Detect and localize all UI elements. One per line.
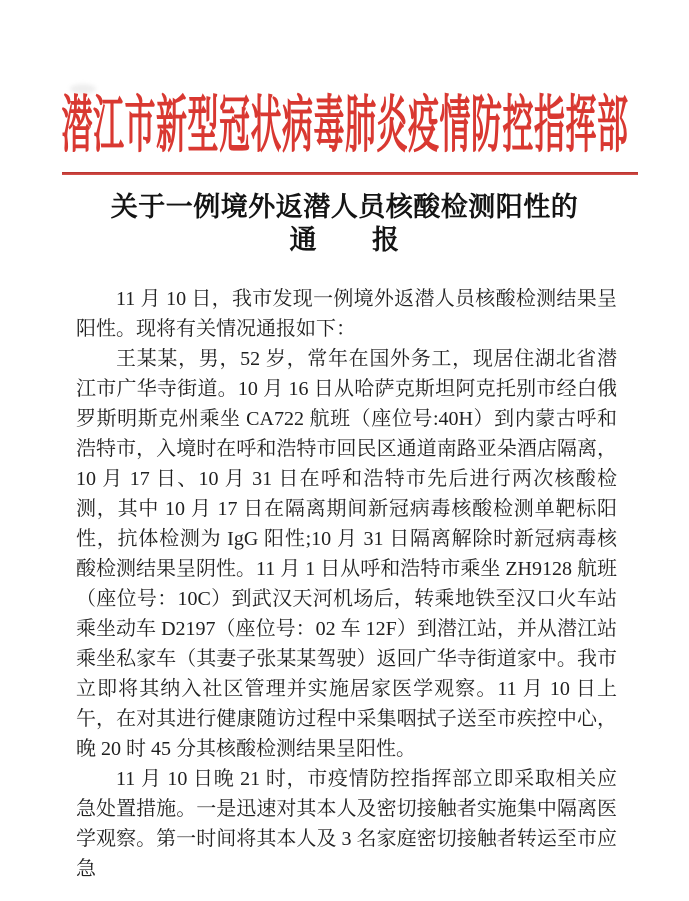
notice-title-line1: 关于一例境外返潜人员核酸检测阳性的 [110, 192, 579, 222]
agency-header [0, 88, 689, 164]
notice-title-line2: 通 报 [289, 225, 400, 255]
notice-title [0, 191, 689, 257]
agency-name: 潜江市新型冠状病毒肺炎疫情防控指挥部 [61, 92, 629, 160]
notice-paragraph-response-measures: 11 月 10 日晚 21 时，市疫情防控指挥部立即采取相关应急处置措施。一是迅速对其本人及密切接触者实施集中隔离医学观察。第一时间将其本人及 3 名家庭密切接触者转运至市应急 [76, 768, 617, 880]
notice-paragraph-case-details: 王某某，男，52 岁，常年在国外务工，现居住湖北省潜江市广华寺街道。10 月 16 日从哈萨克斯坦阿克托别市经白俄罗斯明斯克州乘坐 CA722 航班（座位号:40H）到内蒙古呼和浩特市，入境时在呼和浩特市回民区通道南路亚朵酒店隔离，10 月 17 日、10 月 31 日在呼和浩特市先后进行两次核酸检测，其中 10 月 17 日在隔离期间新冠病毒核酸检测单靶标阳性，抗体检测为 IgG 阳性;10 月 31 日隔离解除时新冠病毒核酸检测结果呈阴性。11 月 1 日从呼和浩特市乘坐 ZH9128 航班（座位号：10C）到武汉天河机场后，转乘地铁至汉口火车站乘坐动车 D2197（座位号：02 车 12F）到潜江站，并从潜江站乘坐私家车（其妻子张某某驾驶）返回广华寺街道家中。我市立即将其纳入社区管理并实施居家医学观察。11 月 10 日上午，在对其进行健康随访过程中采集咽拭子送至市疾控中心，晚 20 时 45 分其核酸检测结果呈阳性。 [76, 348, 617, 760]
notice-body [76, 284, 617, 884]
notice-paragraph-intro: 11 月 10 日，我市发现一例境外返潜人员核酸检测结果呈阳性。现将有关情况通报如下： [76, 288, 617, 340]
red-separator-line [62, 172, 638, 175]
